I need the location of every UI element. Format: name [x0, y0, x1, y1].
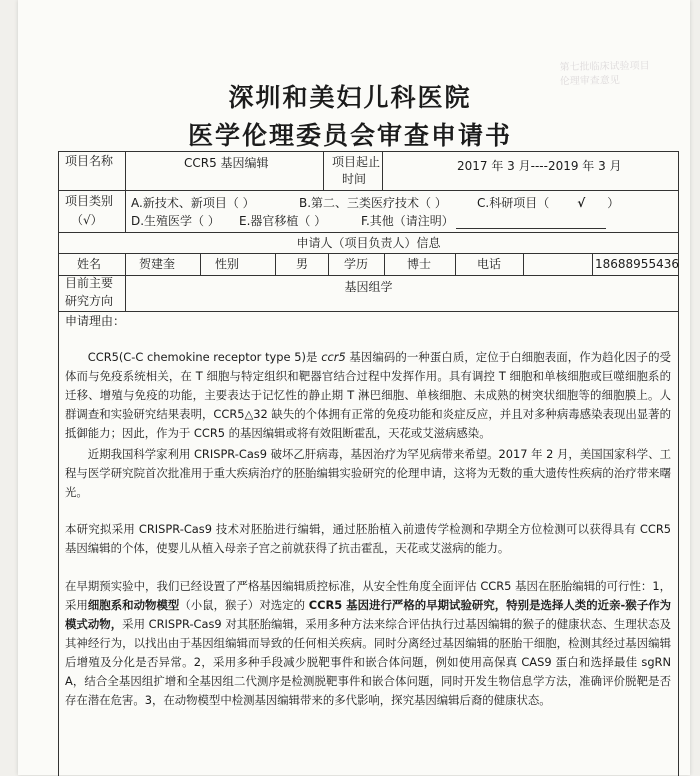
paragraph-study-plan: 本研究拟采用 CRISPR-Cas9 技术对胚胎进行编辑，通过胚胎植入前遗传学检测和孕期全方位检测可以获得具有 CCR5 基因编辑的个体，使婴儿从植入母亲子宫之前就获得了抗击霍乱，天花或艾滋病的能力。: [65, 522, 671, 555]
paragraph-ccr5: [65, 348, 671, 443]
option-c-research[interactable]: [477, 196, 619, 211]
paragraph-preliminary: [65, 577, 671, 710]
row-divider: [59, 253, 678, 254]
p1-gene-name: ccr5: [321, 350, 346, 364]
col-divider: [382, 152, 383, 190]
option-e-transplant[interactable]: E.器官移植（ ）: [239, 214, 327, 228]
applicant-gender: 男: [296, 257, 309, 271]
option-b-medical-tech[interactable]: B.第二、三类医疗技术（ ）: [299, 196, 447, 210]
project-type-mark: （√）: [71, 213, 103, 227]
bleed-line-2: 伦理审查意见: [559, 75, 620, 88]
paragraph-crispr-news: 近期我国科学家利用 CRISPR-Cas9 破坏乙肝病毒，基因治疗为罕见病带来希望。2017 年 2 月，美国国家科学、工程与医学研究院首次批准用于重大疾病治疗的胚胎编辑实验研究的伦理申请，这将为无数的重大遗传性疾病的治疗带来曙光。: [65, 447, 671, 499]
p4-bold-2: CCR5 基因进行严格的早期试验研究，特别是选择人类的近亲-猴子作为模式动物，: [65, 598, 671, 631]
option-f-other[interactable]: [361, 214, 606, 229]
check-mark-icon: √: [577, 196, 586, 210]
name-label: 姓名: [77, 257, 102, 271]
applicant-education: 博士: [407, 257, 432, 271]
row-divider: [59, 190, 678, 191]
p1-text-a: CCR5(C-C chemokine receptor type 5)是: [87, 350, 322, 364]
application-form: [58, 151, 679, 776]
p4-text-c: （小鼠，猴子）对选定的: [179, 598, 309, 612]
gender-label: 性别: [215, 257, 240, 271]
col-divider: [523, 253, 524, 275]
reason-label: 申请理由：: [65, 314, 126, 328]
period-value: 2017 年 3 月----2019 年 3 月: [457, 159, 622, 173]
project-name-value: CCR5 基因编辑: [184, 156, 269, 170]
col-divider: [455, 253, 456, 275]
period-label-1: 项目起止: [332, 155, 381, 169]
education-label: 学历: [344, 257, 369, 271]
research-label-1: 目前主要: [65, 276, 114, 290]
col-divider: [323, 152, 324, 190]
form-title: 医学伦理委员会审查申请书: [187, 121, 512, 150]
bleed-line-1: 第七批临床试验项目: [559, 60, 650, 74]
project-type-label: 项目类别: [65, 194, 114, 208]
row-divider: [59, 232, 678, 233]
option-d-reproductive[interactable]: D.生殖医学（ ）: [131, 214, 220, 228]
hospital-name: 深圳和美妇儿科医院: [228, 83, 472, 112]
option-c-label: C.科研项目（: [477, 196, 550, 210]
col-divider: [200, 253, 201, 275]
col-divider: [384, 253, 385, 275]
row-divider: [59, 311, 678, 312]
applicant-phone: 18688955436: [595, 257, 679, 271]
applicant-name: 贺建奎: [139, 257, 176, 271]
col-divider: [125, 152, 126, 232]
p4-bold-1: 细胞系和动物模型: [87, 598, 180, 612]
option-f-label: F.其他（请注明）: [361, 214, 454, 228]
row-divider: [59, 275, 678, 276]
phone-label: 电话: [477, 257, 502, 271]
col-divider: [592, 253, 593, 275]
p4-text-d: 采用 CRISPR-Cas9 对其胚胎编辑，采用多种方法来综合评估执行过基因编辑的猴子的健康状态、生理状态及其神经行为，以找出由于基因组编辑而导致的任何相关疾病。同时分离经过基因编辑的胚胎干细胞，检测其经过基因编辑后增殖及分化是否异常。2，采用多种手段减少脱靶事件和嵌合体问题，例如使用高保真 CAS9 蛋白和选择最佳 sgRNA，结合全基因组扩增和全基因组二代测序是检测脱靶事件和嵌合体问题，同时开发生物信息学方法，准确评价脱靶是否存在潜在危害。3，在动物模型中检测基因编辑带来的多代影响，探究基因编辑后裔的健康状态。: [65, 617, 671, 707]
p4-text-a: 在早期预实验中，我们已经设置了严格基因编辑质控标准，从安全性角度全面评估 CCR5 基因在胚胎编辑的可行性：1，采用: [65, 579, 671, 612]
research-direction-value: 基因组学: [344, 280, 393, 294]
reason-body: [65, 348, 671, 710]
option-c-close: ）: [607, 196, 620, 210]
period-label-2: 时间: [342, 172, 367, 186]
project-name-label: 项目名称: [65, 154, 114, 168]
p1-text-b: 基因编码的一种蛋白质，定位于白细胞表面，作为趋化因子的受体而与免疫系统相关，在 T 细胞与特定组织和靶器官结合过程中发挥作用。具有调控 T 细胞和单核细胞或巨噬细胞系的迁移、增殖与免疫的功能，主要表达于记忆性的静止期 T 淋巴细胞、单核细胞、未成熟的树突状细胞等的细胞膜上。人群调查和实验研究结果表明，CCR5△32 缺失的个体拥有正常的免疫功能和炎症反应，并且对多种病毒感染表现出显著的抵御能力；因此，作为于 CCR5 的基因编辑或将有效阻断霍乱，天花或艾滋病感染。: [65, 350, 672, 440]
option-a-new-tech[interactable]: A.新技术、新项目（ ）: [131, 196, 255, 210]
research-label-2: 研究方向: [65, 294, 114, 308]
col-divider: [328, 253, 329, 275]
col-divider: [275, 253, 276, 275]
applicant-section-header: 申请人（项目负责人）信息: [296, 236, 441, 250]
